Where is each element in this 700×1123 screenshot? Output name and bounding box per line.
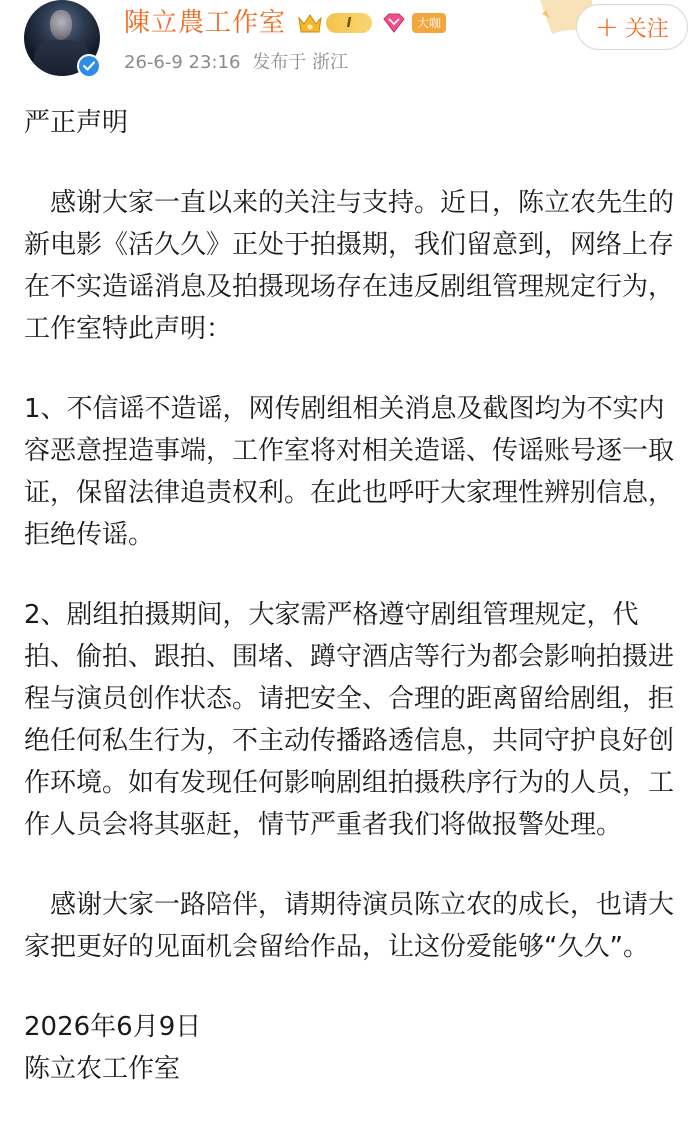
paragraph-point-1: 1、不信谣不造谣，网传剧组相关消息及截图均为不实内容恶意捏造事端，工作室将对相关造谣、传谣账号逐一取证，保留法律追责权利。在此也呼吁大家理性辨别信息，拒绝传谣。: [24, 394, 675, 550]
author-row: [124, 6, 446, 40]
signature: 陈立农工作室: [24, 1054, 181, 1084]
post-location: 发布于 浙江: [252, 52, 349, 73]
plus-icon: +: [595, 10, 619, 43]
paragraph-point-2: 2、剧组拍摄期间，大家需严格遵守剧组管理规定，代拍、偷拍、跟拍、围堵、蹲守酒店等行为都会影响拍摄进程与演员创作状态。请把安全、合理的距离留给剧组，拒绝任何私生行为，不主动传播路透信息，共同守护良好创作环境。如有发现任何影响剧组拍摄秩序行为的人员，工作人员会将其驱赶，情节严重者我们将做报警处理。: [24, 600, 675, 840]
post-meta: [124, 50, 348, 76]
paragraph-intro: 感谢大家一直以来的关注与支持。近日，陈立农先生的新电影《活久久》正处于拍摄期，我们留意到，网络上存在不实造谣消息及拍摄现场存在违反剧组管理规定行为，工作室特此声明：: [24, 188, 675, 344]
verified-check-icon: [77, 54, 101, 78]
crown-icon: [296, 10, 324, 36]
vip-badge: 大咖: [412, 13, 446, 33]
follow-button[interactable]: [576, 4, 688, 50]
avatar-face-shape: [50, 10, 72, 40]
paragraph-closing: 感谢大家一路陪伴，请期待演员陈立农的成长，也请大家把更好的见面机会留给作品，让这份爱能够“久久”。: [24, 890, 675, 962]
level-badge: I: [326, 13, 372, 33]
post-time: 26-6-9 23:16: [124, 52, 241, 73]
post-header: [0, 0, 700, 90]
follow-label: 关注: [624, 16, 669, 42]
statement-title: 严正声明: [24, 108, 129, 138]
date-line: 2026年6月9日: [24, 1012, 202, 1042]
author-name[interactable]: 陳立農工作室: [124, 8, 287, 38]
gem-icon: [380, 12, 408, 34]
check-mark: [83, 61, 95, 71]
post-content: [24, 102, 684, 1090]
